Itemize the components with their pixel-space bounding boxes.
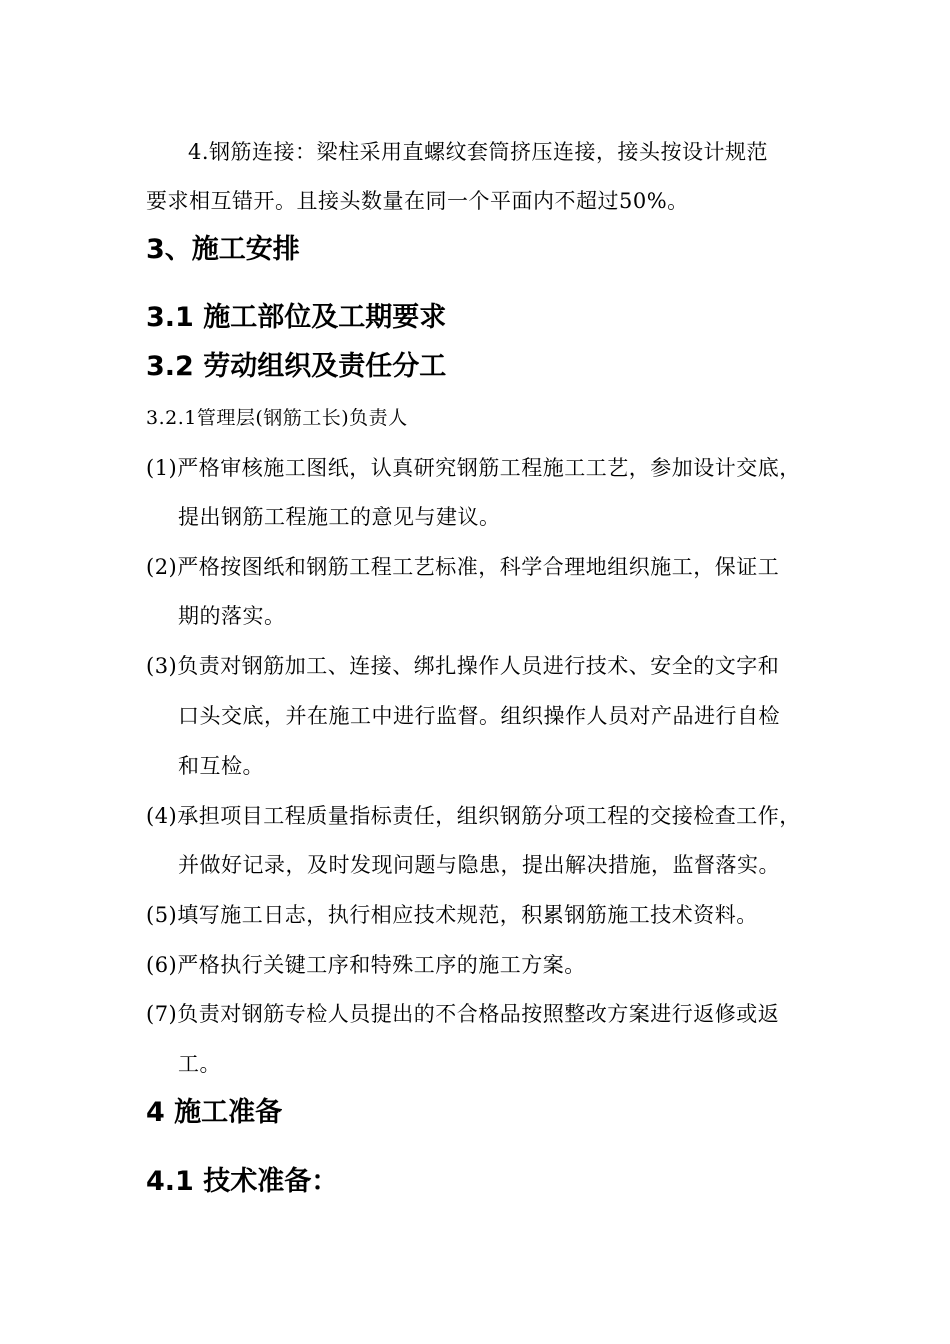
heading-3: 3、施工安排 (146, 234, 300, 265)
item-2-line-2: 期的落实。 (178, 604, 286, 628)
item-1-line-1: (1)严格审核施工图纸，认真研究钢筋工程施工工艺，参加设计交底， (146, 456, 801, 480)
item-2-line-1: (2)严格按图纸和钢筋工程工艺标准，科学合理地组织施工，保证工 (146, 555, 780, 579)
item-7-line-2: 工。 (178, 1052, 221, 1076)
item-4-line-2: 并做好记录，及时发现问题与隐患，提出解决措施，监督落实。 (178, 853, 780, 877)
item-3-line-2: 口头交底，并在施工中进行监督。组织操作人员对产品进行自检 (178, 704, 780, 728)
paragraph-4-line-1: 4.钢筋连接：梁柱采用直螺纹套筒挤压连接，接头按设计规范 (188, 140, 769, 164)
subsection-3-2-1: 3.2.1管理层(钢筋工长)负责人 (146, 407, 408, 429)
item-3-line-3: 和互检。 (178, 754, 264, 778)
item-4-line-1: (4)承担项目工程质量指标责任，组织钢筋分项工程的交接检查工作， (146, 804, 801, 828)
item-6-line-1: (6)严格执行关键工序和特殊工序的施工方案。 (146, 953, 586, 977)
item-5-line-1: (5)填写施工日志，执行相应技术规范，积累钢筋施工技术资料。 (146, 903, 758, 927)
heading-4: 4 施工准备 (146, 1097, 283, 1128)
heading-3-1: 3.1 施工部位及工期要求 (146, 302, 447, 333)
paragraph-4-line-2: 要求相互错开。且接头数量在同一个平面内不超过50%。 (146, 189, 689, 213)
heading-4-1: 4.1 技术准备： (146, 1166, 339, 1197)
heading-3-2: 3.2 劳动组织及责任分工 (146, 351, 447, 382)
item-1-line-2: 提出钢筋工程施工的意见与建议。 (178, 505, 501, 529)
item-3-line-1: (3)负责对钢筋加工、连接、绑扎操作人员进行技术、安全的文字和 (146, 654, 780, 678)
item-7-line-1: (7)负责对钢筋专检人员提出的不合格品按照整改方案进行返修或返 (146, 1002, 780, 1026)
